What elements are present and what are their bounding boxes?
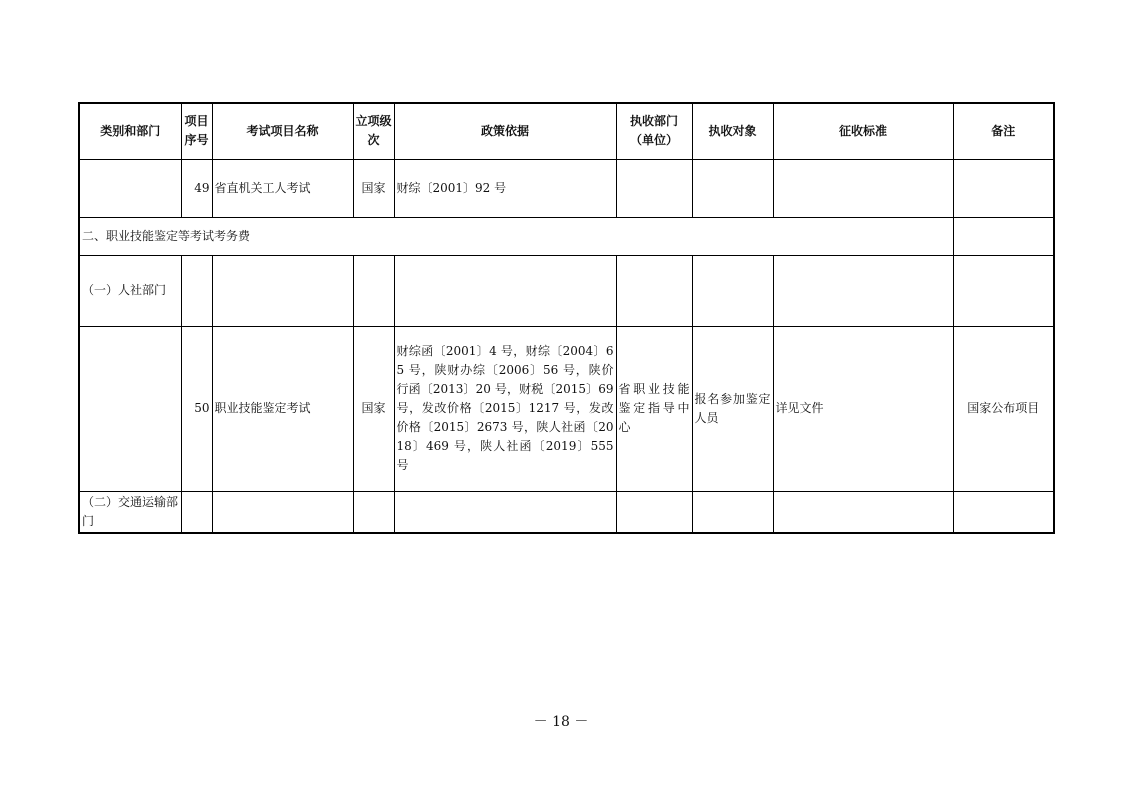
table-row (79, 491, 1054, 533)
empty-cell (394, 491, 616, 533)
row49-level: 国家 (353, 159, 394, 217)
empty-cell (773, 255, 953, 326)
empty-cell (773, 491, 953, 533)
row50-dept: 省职业技能鉴定指导中心 (616, 326, 692, 491)
row50-level: 国家 (353, 326, 394, 491)
subcategory-transport: （二）交通运输部门 (79, 491, 181, 533)
row50-remark: 国家公布项目 (953, 326, 1054, 491)
empty-cell (212, 255, 353, 326)
header-dept: 执收部门（单位） (616, 103, 692, 159)
row49-policy: 财综〔2001〕92 号 (394, 159, 616, 217)
row49-standard (773, 159, 953, 217)
empty-cell (953, 491, 1054, 533)
empty-cell (616, 491, 692, 533)
subcategory-hr: （一）人社部门 (79, 255, 181, 326)
header-name: 考试项目名称 (212, 103, 353, 159)
empty-cell (692, 255, 773, 326)
table-row (79, 159, 1054, 217)
empty-cell (212, 491, 353, 533)
row50-name: 职业技能鉴定考试 (212, 326, 353, 491)
fee-table (78, 102, 1055, 534)
row49-category (79, 159, 181, 217)
empty-cell (181, 255, 212, 326)
row49-target (692, 159, 773, 217)
row50-standard: 详见文件 (773, 326, 953, 491)
header-standard: 征收标准 (773, 103, 953, 159)
empty-cell (353, 255, 394, 326)
section-remark (953, 217, 1054, 255)
row50-target: 报名参加鉴定人员 (692, 326, 773, 491)
empty-cell (394, 255, 616, 326)
empty-cell (181, 491, 212, 533)
row50-category (79, 326, 181, 491)
empty-cell (353, 491, 394, 533)
table-row (79, 255, 1054, 326)
page-number: － 18 － (533, 714, 589, 730)
header-remark: 备注 (953, 103, 1054, 159)
section-row (79, 217, 1054, 255)
empty-cell (953, 255, 1054, 326)
row49-name: 省直机关工人考试 (212, 159, 353, 217)
row49-seq: 49 (181, 159, 212, 217)
header-policy: 政策依据 (394, 103, 616, 159)
section-title: 二、职业技能鉴定等考试考务费 (79, 217, 953, 255)
empty-cell (616, 255, 692, 326)
header-seq: 项目序号 (181, 103, 212, 159)
header-category: 类别和部门 (79, 103, 181, 159)
row49-dept (616, 159, 692, 217)
header-level: 立项级次 (353, 103, 394, 159)
row50-seq: 50 (181, 326, 212, 491)
header-target: 执收对象 (692, 103, 773, 159)
row49-remark (953, 159, 1054, 217)
table-row (79, 326, 1054, 491)
table-header-row (79, 103, 1054, 159)
empty-cell (692, 491, 773, 533)
row50-policy: 财综函〔2001〕4 号，财综〔2004〕65 号，陕财办综〔2006〕56 号，陕价行函〔2013〕20 号，财税〔2015〕69 号，发改价格〔2015〕1217 号，发改价格〔2015〕2673 号，陕人社函〔2018〕469 号，陕人社函〔2019〕555 号 (394, 326, 616, 491)
